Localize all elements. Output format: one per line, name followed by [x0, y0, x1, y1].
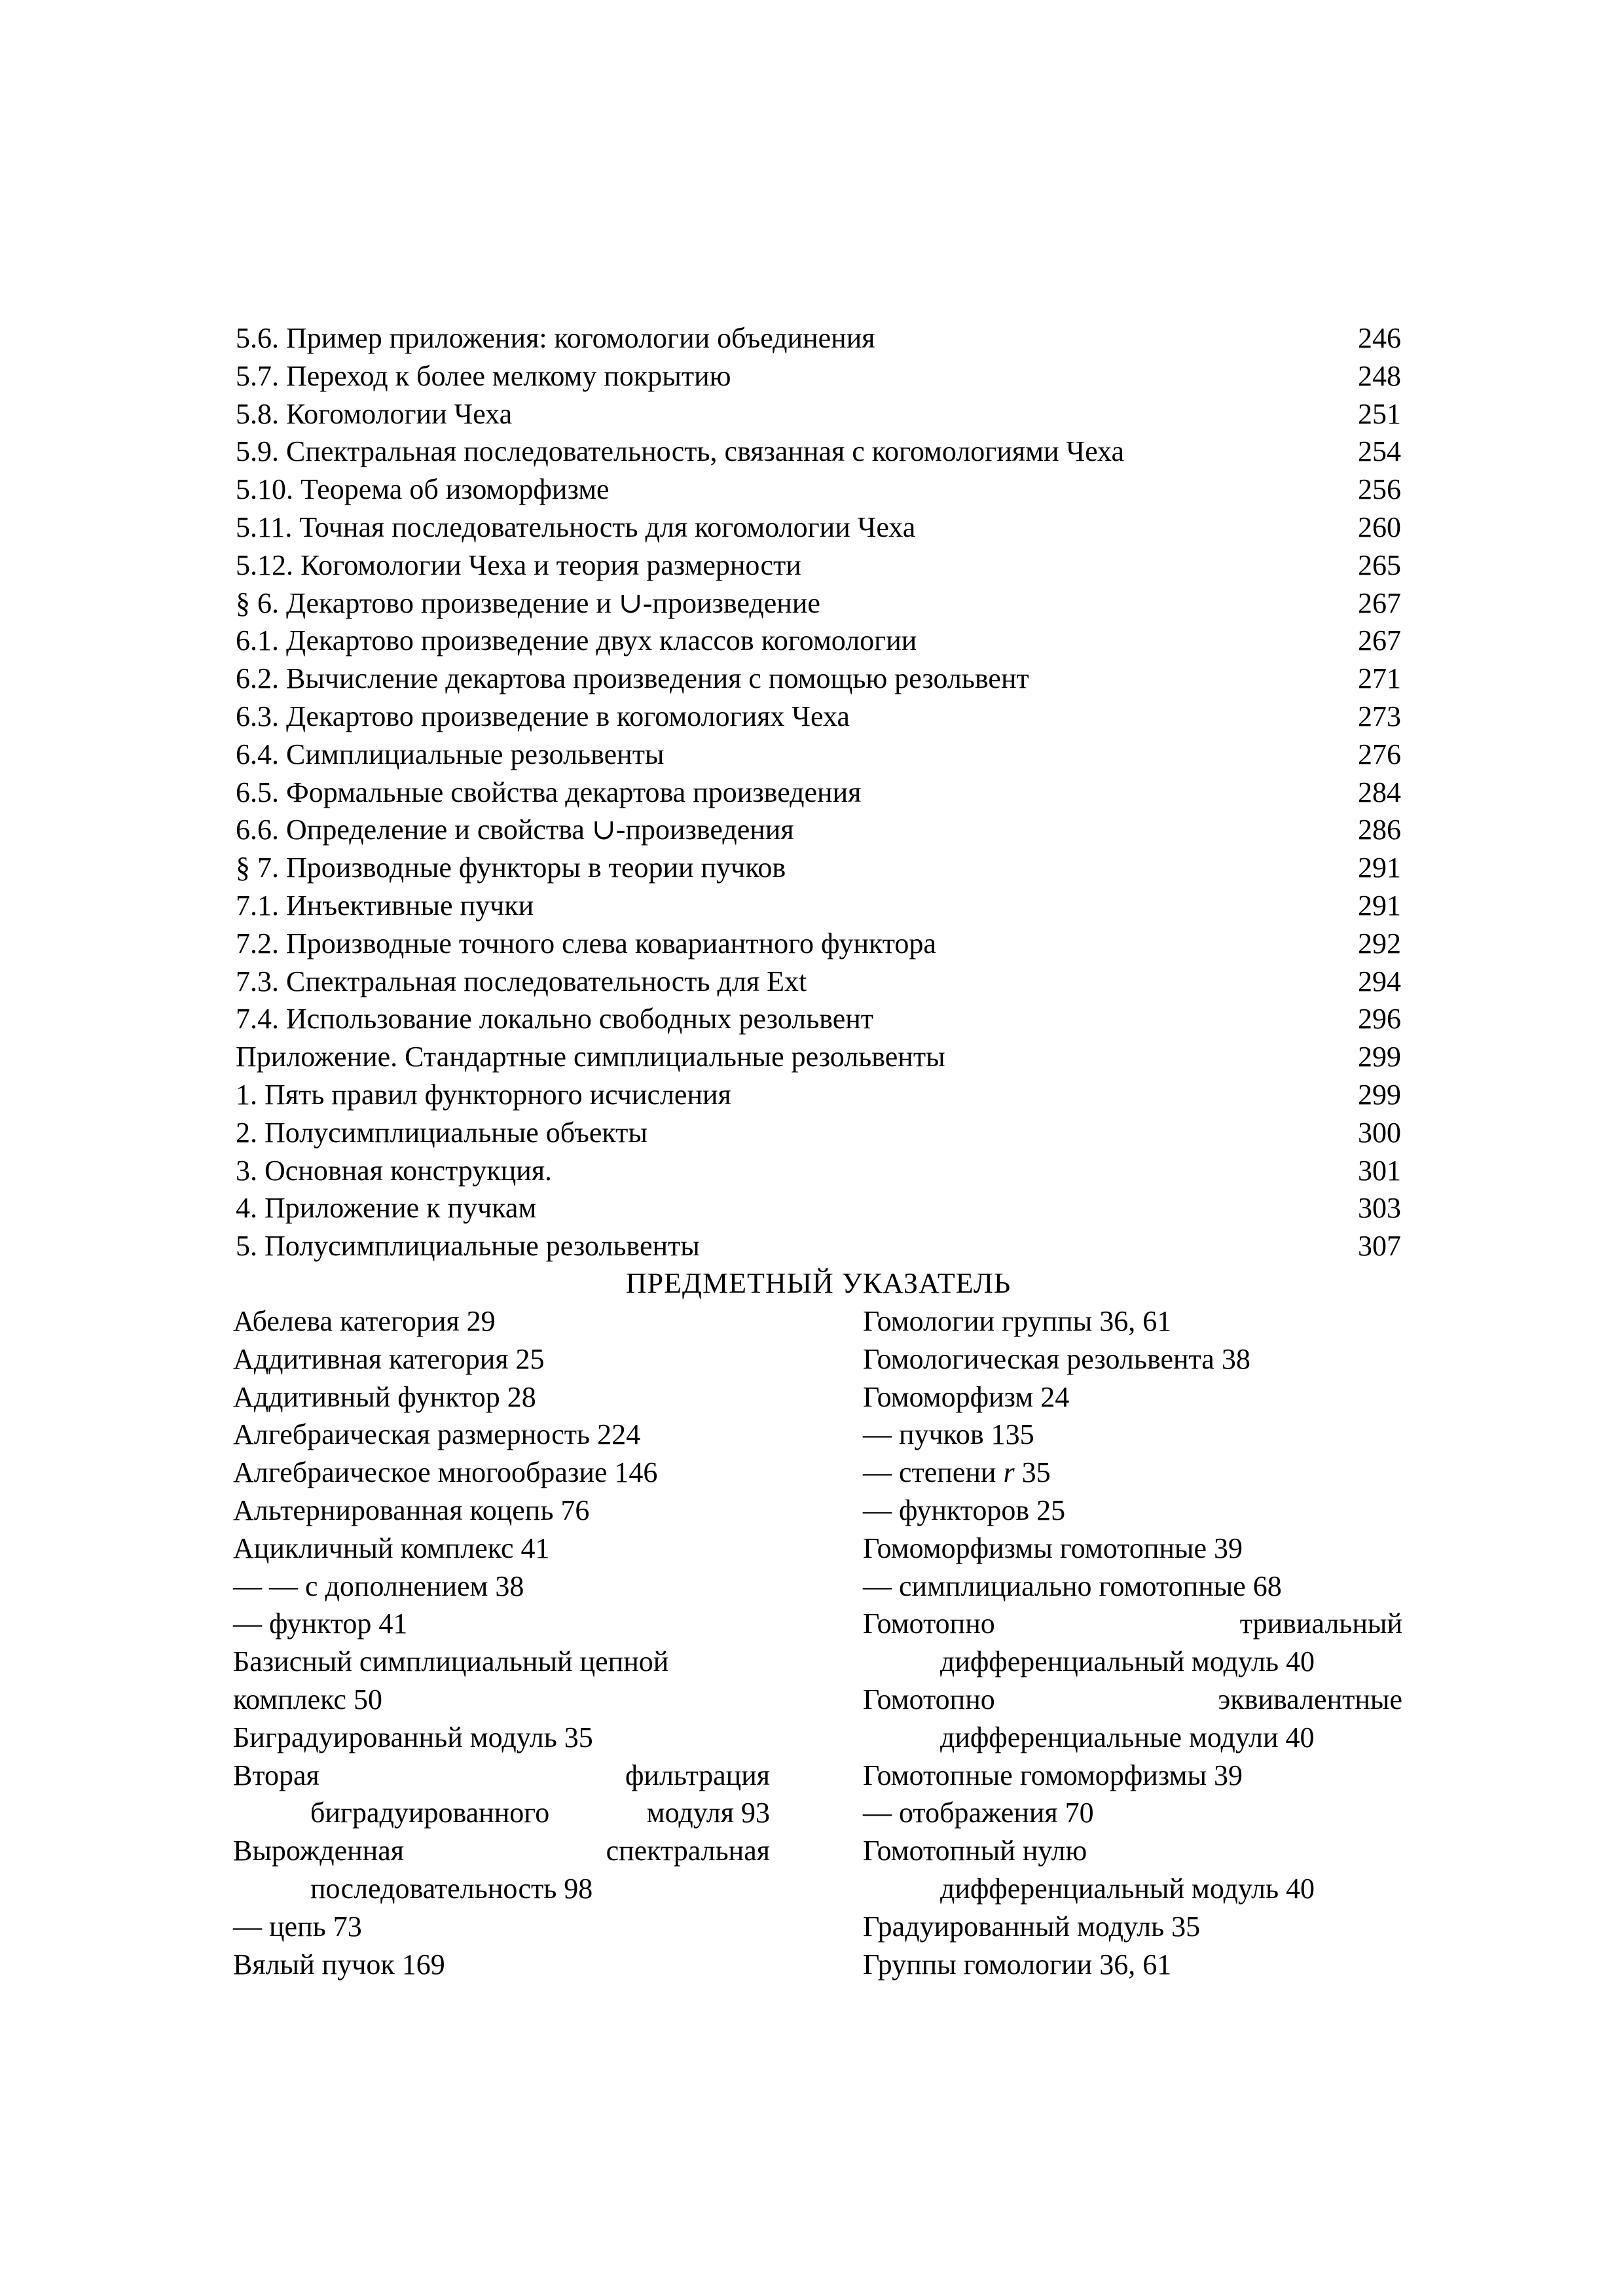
toc-entry — [236, 774, 1401, 812]
index-entry-term-end: тривиальный — [1239, 1607, 1402, 1640]
index-entry-page: 35 — [1014, 1456, 1051, 1489]
toc-entry-title: 5.9. Спектральная последовательность, связанная с когомологиями Чеха — [236, 435, 1124, 468]
toc-entry-page: 271 — [1358, 662, 1401, 695]
index-entry — [863, 1605, 1402, 1643]
index-entry: Альтернированная коцепь 76 — [233, 1494, 590, 1526]
toc-entry-title: 6.3. Декартово произведение в когомологиях Чеха — [236, 700, 850, 732]
toc-entry-page: 301 — [1358, 1154, 1401, 1187]
toc-entry-title: 5.12. Когомологии Чеха и теория размерности — [236, 548, 801, 581]
index-entry: Гомологическая резольвента 38 — [863, 1342, 1250, 1375]
index-entry: Гомотопный нулю — [863, 1835, 1087, 1867]
index-entry: Ацикличный комплекс 41 — [233, 1532, 550, 1564]
index-entry-continuation: дифференциальные модули 40 — [940, 1721, 1315, 1753]
toc-entry — [236, 963, 1401, 1001]
toc-entry-title: 5.7. Переход к более мелкому покрытию — [236, 359, 731, 392]
toc-entry-page: 254 — [1358, 435, 1401, 468]
index-entry: — — с дополнением 38 — [233, 1570, 524, 1602]
index-entry: комплекс 50 — [233, 1683, 382, 1715]
index-entry — [233, 1832, 770, 1870]
toc-entry-page: 273 — [1358, 700, 1401, 732]
index-entry: Гомоморфизмы гомотопные 39 — [863, 1532, 1243, 1564]
toc-entry-page: 291 — [1358, 852, 1401, 884]
toc-entry-title: 5.6. Пример приложения: когомологии объединения — [236, 322, 875, 354]
toc-entry-page: 286 — [1358, 814, 1401, 846]
index-entry: Гомоморфизм 24 — [863, 1380, 1070, 1413]
toc-entry-page: 299 — [1358, 1078, 1401, 1111]
index-entry: Алгебраическая размерность 224 — [233, 1418, 641, 1451]
toc-entry-page: 299 — [1358, 1041, 1401, 1073]
toc-entry — [236, 433, 1401, 471]
index-entry: Гомотопные гомоморфизмы 39 — [863, 1759, 1243, 1791]
index-entry: Абелева категория 29 — [233, 1305, 496, 1337]
toc-entry-title: 5.10. Теорема об изоморфизме — [236, 473, 610, 506]
index-entry: Группы гомологии 36, 61 — [863, 1948, 1172, 1981]
index-entry: Базисный симплициальный цепной — [233, 1645, 669, 1678]
index-entry — [863, 1681, 1402, 1719]
toc-entry — [236, 1189, 1401, 1227]
index-entry: Градуированный модуль 35 — [863, 1910, 1201, 1943]
index-entry-term-end: эквивалентные — [1218, 1683, 1402, 1715]
toc-entry-page: 292 — [1358, 927, 1401, 960]
index-entry: — функтор 41 — [233, 1607, 408, 1640]
toc-entry-page: 307 — [1358, 1230, 1401, 1263]
toc-entry — [236, 547, 1401, 584]
toc-entry-page: 246 — [1358, 322, 1401, 354]
toc-entry-page: 296 — [1358, 1003, 1401, 1035]
index-entry-continuation: дифференциальный модуль 40 — [940, 1645, 1315, 1678]
toc-entry-title: 5.11. Точная последовательность для когомологии Чеха — [236, 511, 916, 543]
index-entry: Гомологии группы 36, 61 — [863, 1305, 1172, 1337]
toc-entry-title: 2. Полусимплициальные объекты — [236, 1116, 647, 1149]
toc-entry-title: Приложение. Стандартные симплициальные резольвенты — [236, 1041, 945, 1073]
index-entry-continuation — [233, 1794, 770, 1832]
index-entry-continuation: последовательность 98 — [310, 1872, 593, 1905]
index-entry-term-end: спектральная — [606, 1835, 770, 1867]
toc-entry — [236, 660, 1401, 698]
toc-entry — [236, 698, 1401, 736]
toc-entry-title: 1. Пять правил функторного исчисления — [236, 1078, 731, 1111]
toc-entry-title: 3. Основная конструкция. — [236, 1154, 553, 1187]
toc-entry — [236, 925, 1401, 963]
toc-entry-title: § 7. Производные функторы в теории пучков — [236, 852, 786, 884]
toc-entry-title: 5.8. Когомологии Чеха — [236, 397, 513, 430]
toc-entry-page: 265 — [1358, 548, 1401, 581]
toc-entry-title: 7.1. Инъективные пучки — [236, 889, 534, 922]
toc-entry-title: 6.6. Определение и свойства ∪-произведения — [236, 814, 794, 846]
index-entry-variable: r — [1003, 1456, 1015, 1489]
toc-entry-page: 256 — [1358, 473, 1401, 506]
toc-entry-page: 267 — [1358, 624, 1401, 657]
index-entry-term: Гомотопно — [863, 1607, 995, 1640]
toc-entry — [236, 1152, 1401, 1190]
toc-entry — [236, 887, 1401, 925]
toc-entry — [236, 1076, 1401, 1114]
toc-entry-title: 5. Полусимплициальные резольвенты — [236, 1230, 700, 1263]
index-entry: — пучков 135 — [863, 1418, 1034, 1451]
index-entry-term: Гомотопно — [863, 1683, 995, 1715]
toc-entry — [236, 1000, 1401, 1038]
index-entry: — функторов 25 — [863, 1494, 1066, 1526]
toc-entry-page: 248 — [1358, 359, 1401, 392]
index-left-column — [233, 1302, 770, 1983]
index-entry-text: — степени — [863, 1456, 1004, 1489]
index-entry-term: Вырожденная — [233, 1835, 404, 1867]
index-heading: ПРЕДМЕТНЫЙ УКАЗАТЕЛЬ — [625, 1267, 1012, 1299]
toc-entry-page: 251 — [1358, 397, 1401, 430]
toc-entry-page: 260 — [1358, 511, 1401, 543]
index-entry-term-end: модуля 93 — [646, 1797, 770, 1829]
index-entry: Аддитивный функтор 28 — [233, 1380, 536, 1413]
index-entry: — цепь 73 — [233, 1910, 362, 1943]
toc-entry-page: 303 — [1358, 1192, 1401, 1225]
table-of-contents — [236, 319, 1401, 1265]
toc-entry — [236, 584, 1401, 622]
toc-entry-page: 267 — [1358, 586, 1401, 619]
toc-entry-title: 6.5. Формальные свойства декартова произведения — [236, 776, 862, 808]
toc-entry — [236, 471, 1401, 509]
index-entry: Аддитивная категория 25 — [233, 1342, 545, 1375]
index-entry-term: Вторая — [233, 1759, 319, 1791]
toc-entry-title: 7.2. Производные точного слева ковариантного функтора — [236, 927, 936, 960]
index-entry: Биградуированньй модуль 35 — [233, 1721, 593, 1753]
index-right-column — [863, 1302, 1402, 1983]
toc-entry-title: 7.4. Использование локально свободных резольвент — [236, 1003, 873, 1035]
toc-entry — [236, 811, 1401, 849]
toc-entry — [236, 395, 1401, 433]
toc-entry — [236, 1227, 1401, 1265]
index-entry — [863, 1454, 1402, 1492]
toc-entry — [236, 319, 1401, 357]
toc-entry-page: 300 — [1358, 1116, 1401, 1149]
toc-entry-page: 284 — [1358, 776, 1401, 808]
index-entry: — симплициально гомотопные 68 — [863, 1570, 1282, 1602]
toc-entry — [236, 1038, 1401, 1076]
toc-entry-page: 294 — [1358, 965, 1401, 997]
toc-entry-title: § 6. Декартово произведение и ∪-произведение — [236, 586, 820, 619]
toc-entry-page: 276 — [1358, 738, 1401, 770]
toc-entry — [236, 622, 1401, 660]
toc-entry — [236, 849, 1401, 887]
index-entry: Алгебраическое многообразие 146 — [233, 1456, 658, 1489]
toc-entry — [236, 357, 1401, 395]
index-entry-term: биградуированного — [310, 1797, 550, 1829]
toc-entry — [236, 736, 1401, 774]
toc-entry-title: 6.2. Вычисление декартова произведения с помощью резольвент — [236, 662, 1029, 695]
index-entry: — отображения 70 — [863, 1797, 1094, 1829]
toc-entry-title: 4. Приложение к пучкам — [236, 1192, 537, 1225]
index-entry-continuation: дифференциальный модуль 40 — [940, 1872, 1315, 1905]
toc-entry — [236, 509, 1401, 547]
toc-entry-page: 291 — [1358, 889, 1401, 922]
index-entry-term-end: фильтрация — [625, 1759, 770, 1791]
index-entry — [233, 1757, 770, 1795]
index-entry: Вялый пучок 169 — [233, 1948, 445, 1981]
toc-entry — [236, 1114, 1401, 1152]
toc-entry-title: 6.4. Симплициальные резольвенты — [236, 738, 665, 770]
toc-entry-title: 6.1. Декартово произведение двух классов когомологии — [236, 624, 917, 657]
toc-entry-title: 7.3. Спектральная последовательность для Ext — [236, 965, 807, 997]
